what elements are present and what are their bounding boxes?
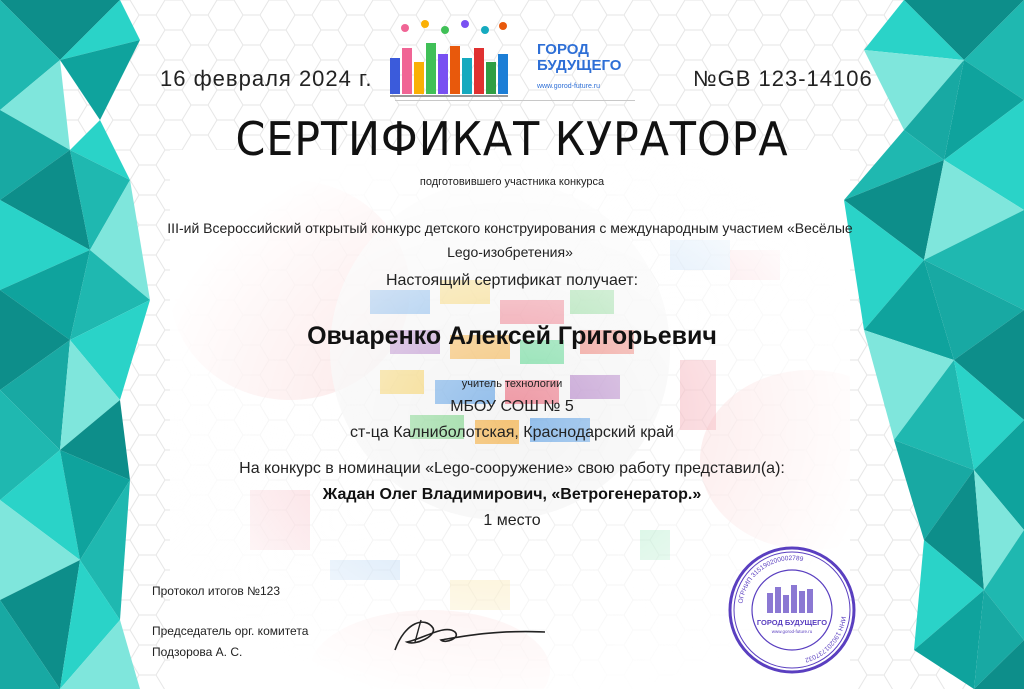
logo-title	[537, 42, 621, 74]
nomination-text: На конкурс в номинации «Lego-сооружение» свою работу представил(а):	[239, 460, 785, 477]
stamp-url: www.gorod-future.ru	[771, 629, 813, 634]
stamp-ogrnip: ОГРНИП 315190200002789	[737, 554, 804, 605]
logo-url: www.gorod-future.ru	[537, 83, 601, 90]
stamp-inn: ИНН 190201737032	[804, 615, 847, 664]
logo-line2: БУДУЩЕГО	[537, 57, 622, 74]
logo-divider	[395, 100, 635, 101]
chair-title: Председатель орг. комитета	[152, 624, 309, 638]
participant-work: Жадан Олег Владимирович, «Ветрогенератор.»	[322, 486, 702, 503]
stamp-center-text: ГОРОД БУДУЩЕГО	[756, 618, 828, 627]
contest-description: III-ий Всероссийский открытый конкурс детского конструирования с международным участием «Весёлые Lego-изобретения»	[167, 220, 853, 260]
certificate-date: 16 февраля 2024 г.	[160, 66, 373, 91]
certificate-title: СЕРТИФИКАТ КУРАТОРА	[235, 112, 789, 166]
receives-label: Настоящий сертификат получает:	[385, 272, 639, 289]
organization-stamp	[727, 545, 857, 675]
certificate-subtitle: подготовившего участника конкурса	[419, 176, 605, 188]
logo-line1: ГОРОД	[537, 41, 589, 58]
protocol-number: Протокол итогов №123	[152, 584, 281, 598]
recipient-role: учитель технологии	[461, 378, 563, 390]
city-buildings-icon	[385, 18, 535, 98]
locality: ст-ца Калниболотская, Краснодарский край	[350, 424, 674, 441]
signature-icon	[385, 612, 555, 658]
gorod-budushchego-logo	[385, 18, 635, 98]
school-name: МБОУ СОШ № 5	[450, 398, 574, 415]
recipient-name: Овчаренко Алексей Григорьевич	[307, 322, 717, 350]
award-place: 1 место	[483, 512, 541, 529]
certificate-number: №GB 123-14106	[693, 66, 873, 91]
chair-name: Подзорова А. С.	[152, 645, 243, 659]
